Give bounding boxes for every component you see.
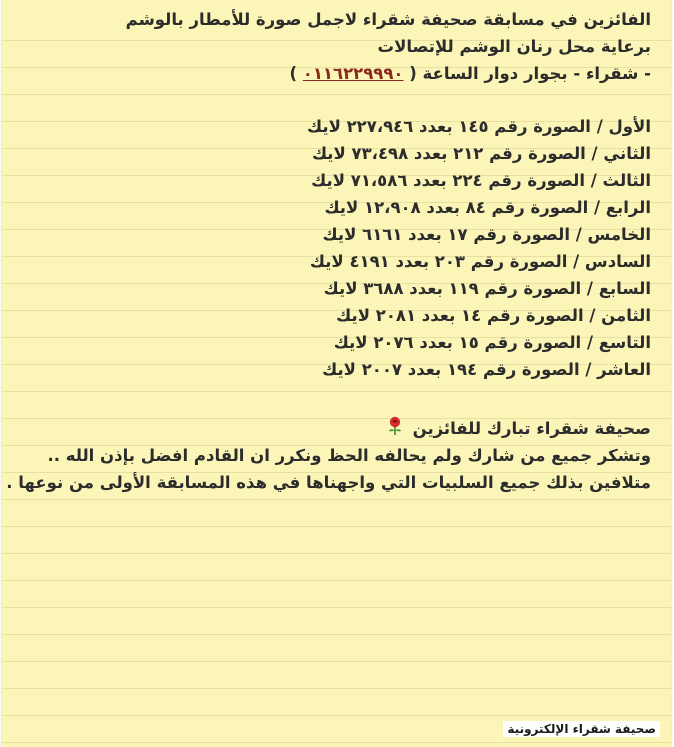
winner-row: التاسع / الصورة رقم ١٥ بعدد ٢٠٧٦ لايك [333,333,651,352]
winner-row: الخامس / الصورة رقم ١٧ بعدد ٦١٦١ لايك [322,225,651,244]
winner-row: الرابع / الصورة رقم ٨٤ بعدد ١٢،٩٠٨ لايك [324,198,651,217]
address-close: ) [289,64,298,83]
closing-line-1 [31,415,651,442]
header-line-2: برعاية محل رنان الوشم للإتصالات [377,37,651,56]
winner-row: العاشر / الصورة رقم ١٩٤ بعدد ٢٠٠٧ لايك [322,360,651,379]
spacer [31,87,651,113]
phone-link[interactable]: ٠١١٦٢٢٩٩٩٠ [302,64,404,83]
closing-line-3: متلافين بذلك جميع السلبيات التي واجهناها في هذه المسابقة الأولى من نوعها . [6,473,651,492]
closing-line-2: وتشكر جميع من شارك ولم يحالفه الحظ ونكرر ان القادم افضل بإذن الله .. [47,446,651,465]
winner-row: الأول / الصورة رقم ١٤٥ بعدد ٢٢٧،٩٤٦ لايك [307,117,651,136]
congrats-text: صحيفة شقراء تبارك للفائزين [412,419,651,438]
winner-row: الثاني / الصورة رقم ٢١٢ بعدد ٧٣،٤٩٨ لايك [311,144,651,163]
winner-row: الثالث / الصورة رقم ٢٢٤ بعدد ٧١،٥٨٦ لايك [311,171,651,190]
watermark-text: صحيفة شقراء الإلكترونية [503,721,660,737]
winner-row: الثامن / الصورة رقم ١٤ بعدد ٢٠٨١ لايك [336,306,651,325]
spacer [31,383,651,415]
winners-list [31,113,651,383]
address-text: - شقراء - بجوار دوار الساعة ( [409,64,651,83]
note-pad [2,0,671,747]
rose-icon [387,416,403,444]
header-line-1: الفائزين في مسابقة صحيفة شقراء لاجمل صورة للأمطار بالوشم [125,10,651,29]
winner-row: السادس / الصورة رقم ٢٠٣ بعدد ٤١٩١ لايك [309,252,651,271]
header-line-3 [31,60,651,87]
winner-row: السابع / الصورة رقم ١١٩ بعدد ٣٦٨٨ لايك [323,279,651,298]
note-content [6,6,651,496]
